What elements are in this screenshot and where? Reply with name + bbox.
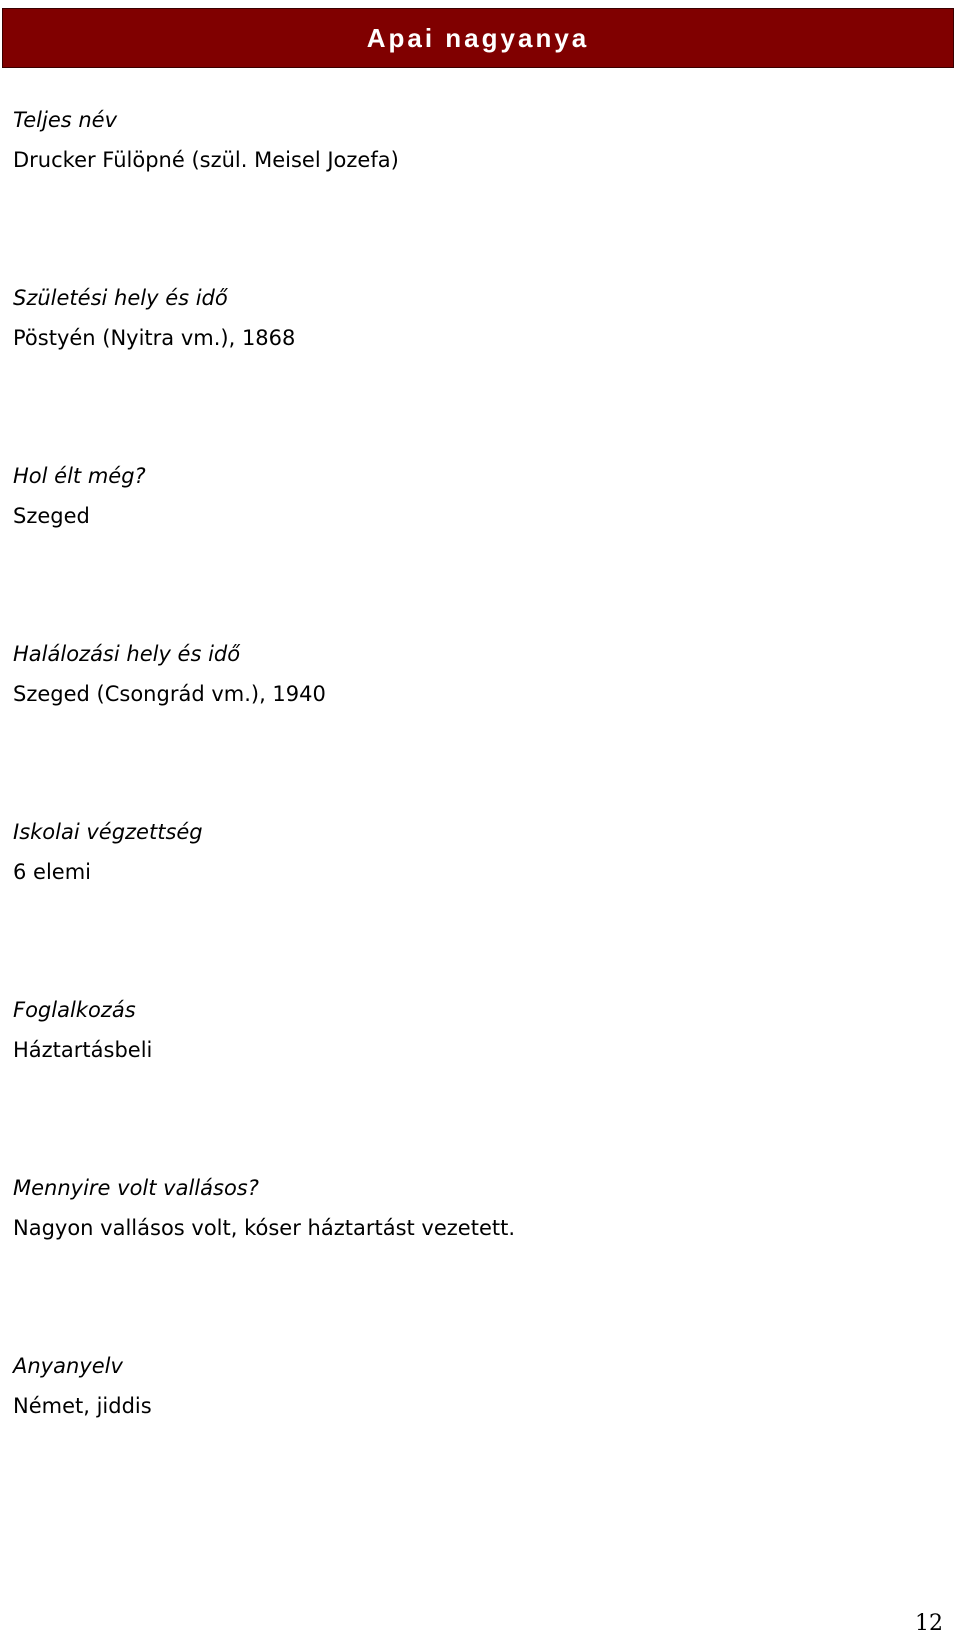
field-full-name xyxy=(13,100,399,180)
field-value: Német, jiddis xyxy=(13,1394,152,1418)
field-label: Teljes név xyxy=(13,108,118,132)
field-value: Drucker Fülöpné (szül. Meisel Jozefa) xyxy=(13,148,399,172)
field-education xyxy=(13,812,203,892)
field-mother-tongue xyxy=(13,1346,152,1426)
section-title: Apai nagyanya xyxy=(366,22,590,53)
field-religiosity xyxy=(13,1168,515,1248)
field-death-place-date xyxy=(13,634,326,714)
field-label: Anyanyelv xyxy=(13,1354,123,1378)
field-value: Háztartásbeli xyxy=(13,1038,153,1062)
field-value: Nagyon vallásos volt, kóser háztartást vezetett. xyxy=(13,1216,516,1240)
field-label: Születési hely és idő xyxy=(13,286,228,310)
field-value: Pöstyén (Nyitra vm.), 1868 xyxy=(13,326,296,350)
field-label: Mennyire volt vallásos? xyxy=(13,1176,259,1200)
field-birth-place-date xyxy=(13,278,295,358)
page-number: 12 xyxy=(915,1611,943,1636)
field-occupation xyxy=(13,990,152,1070)
field-label: Halálozási hely és idő xyxy=(13,642,241,666)
field-label: Hol élt még? xyxy=(13,464,146,488)
field-value: 6 elemi xyxy=(13,860,92,884)
field-other-residence xyxy=(13,456,146,536)
field-label: Iskolai végzettség xyxy=(13,820,203,844)
field-label: Foglalkozás xyxy=(13,998,136,1022)
field-value: Szeged xyxy=(13,504,90,528)
field-value: Szeged (Csongrád vm.), 1940 xyxy=(13,682,326,706)
section-header xyxy=(2,8,954,68)
